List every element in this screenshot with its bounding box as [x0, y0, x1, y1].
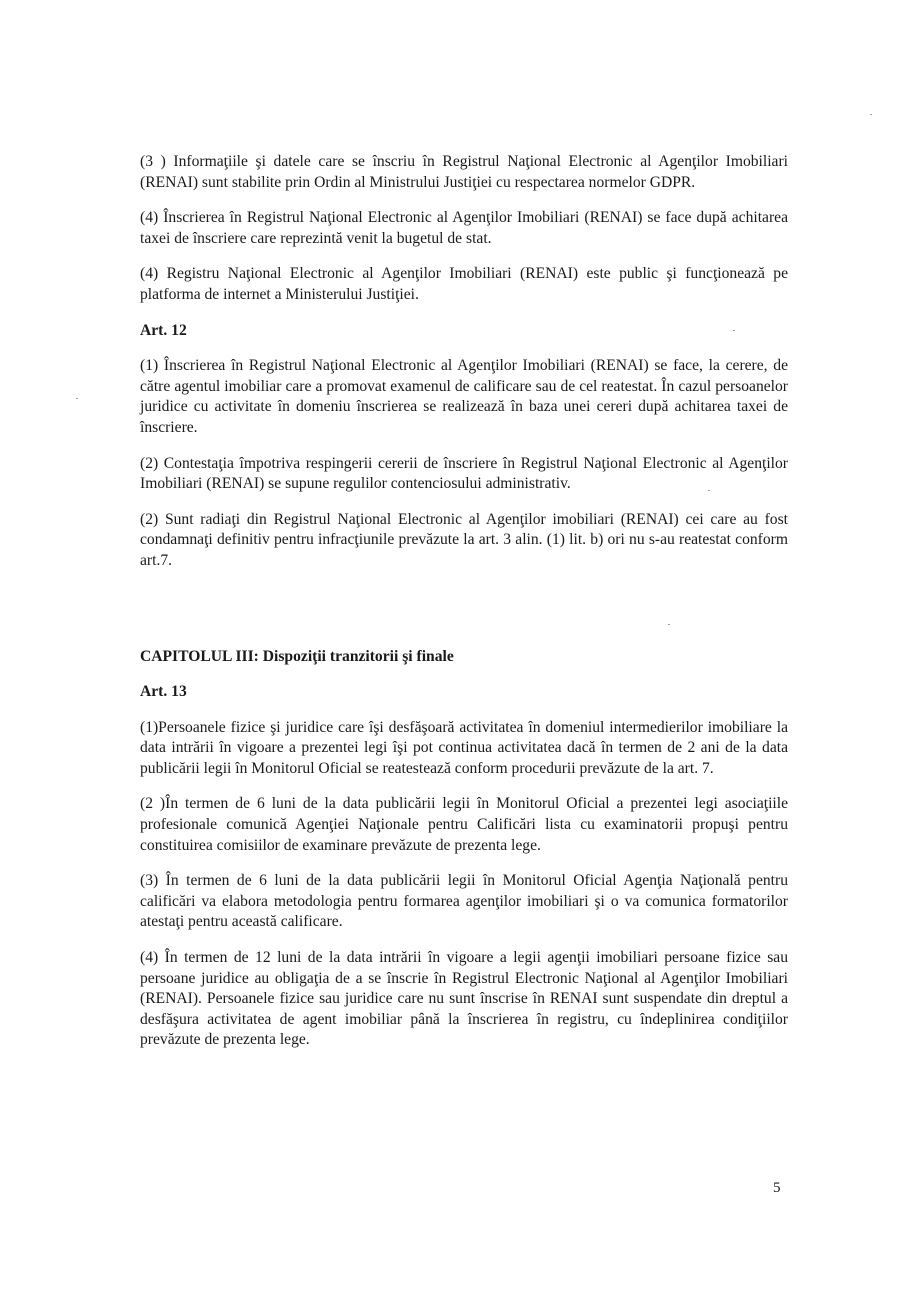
scan-speck: [76, 398, 78, 399]
paragraph-art11-3: (3 ) Informaţiile şi datele care se înscriu în Registrul Naţional Electronic al Agenţilor Imobiliari (RENAI) sunt stabilite prin Ordin al Ministrului Justiţiei cu respectarea normelor GDPR.: [140, 153, 788, 191]
paragraph-art13-2: (2 )În termen de 6 luni de la data publicării legii în Monitorul Oficial a prezentei legi asociaţiile profesionale comunică Agenţiei Naţionale pentru Calificări lista cu examinatorii propuşi pentru constituirea comisiilor de examinare prevăzute de prezenta lege.: [140, 795, 788, 854]
article-12-heading: Art. 12: [140, 321, 187, 339]
paragraph-art13-1: (1)Persoanele fizice şi juridice care îşi desfăşoară activitatea în domeniul intermedierilor imobiliare la data intrării în vigoare a prezentei legi îşi pot continua activitatea dacă în termen de 2 ani de la data publicării legii în Monitorul Oficial se reatestează conform procedurii prevăzute de la art. 7.: [140, 718, 788, 777]
scan-speck: [870, 114, 872, 115]
article-13-heading: Art. 13: [140, 683, 187, 701]
chapter-3-heading: CAPITOLUL III: Dispoziţii tranzitorii şi finale: [140, 647, 454, 665]
page-number: 5: [773, 1180, 781, 1196]
paragraph-art12-1: (1) Înscrierea în Registrul Naţional Electronic al Agenţilor Imobiliari (RENAI) se face, la cerere, de către agentul imobiliar care a promovat examenul de calificare sau de cel reatestat. În cazul persoanelor juridice cu activitate în domeniu înscrierea se realizează în baza unei cereri după achitarea taxei de înscriere.: [140, 357, 788, 436]
paragraph-art11-4b: (4) Registru Naţional Electronic al Agenţilor Imobiliari (RENAI) este public şi funcţionează pe platforma de internet a Ministerului Justiţiei.: [140, 265, 788, 303]
paragraph-art12-2b: (2) Sunt radiaţi din Registrul Naţional Electronic al Agenţilor imobiliari (RENAI) cei care au fost condamnaţi definitiv pentru infracţiunile prevăzute la art. 3 alin. (1) lit. b) ori nu s-au reatestat conform art.7.: [140, 510, 788, 569]
paragraph-art11-4a: (4) Înscrierea în Registrul Naţional Electronic al Agenţilor Imobiliari (RENAI) se face după achitarea taxei de înscriere care reprezintă venit la bugetul de stat.: [140, 209, 788, 247]
paragraph-art12-2a: (2) Contestaţia împotriva respingerii cererii de înscriere în Registrul Naţional Electronic al Agenţilor Imobiliari (RENAI) se supune regulilor contenciosului administrativ.: [140, 454, 788, 493]
paragraph-art13-3: (3) În termen de 6 luni de la data publicării legii în Monitorul Oficial Agenţia Naţională pentru calificări va elabora metodologia pentru formarea agenţilor imobiliari şi o va comunica formatorilor atestaţi pentru această calificare.: [140, 872, 788, 931]
document-body: [140, 152, 788, 1066]
paragraph-art13-4: (4) În termen de 12 luni de la data intrării în vigoare a legii agenţii imobiliari persoane fizice sau persoane juridice au obligaţia de a se înscrie în Registrul Electronic Naţional al Agenţilor Imobiliari (RENAI). Persoanele fizice sau juridice care nu sunt înscrise în RENAI sunt suspendate din dreptul a desfăşura activitatea de agent imobiliar până la înscrierea în registru, cu îndeplinirea condiţiilor prevăzute de prezenta lege.: [140, 949, 788, 1049]
